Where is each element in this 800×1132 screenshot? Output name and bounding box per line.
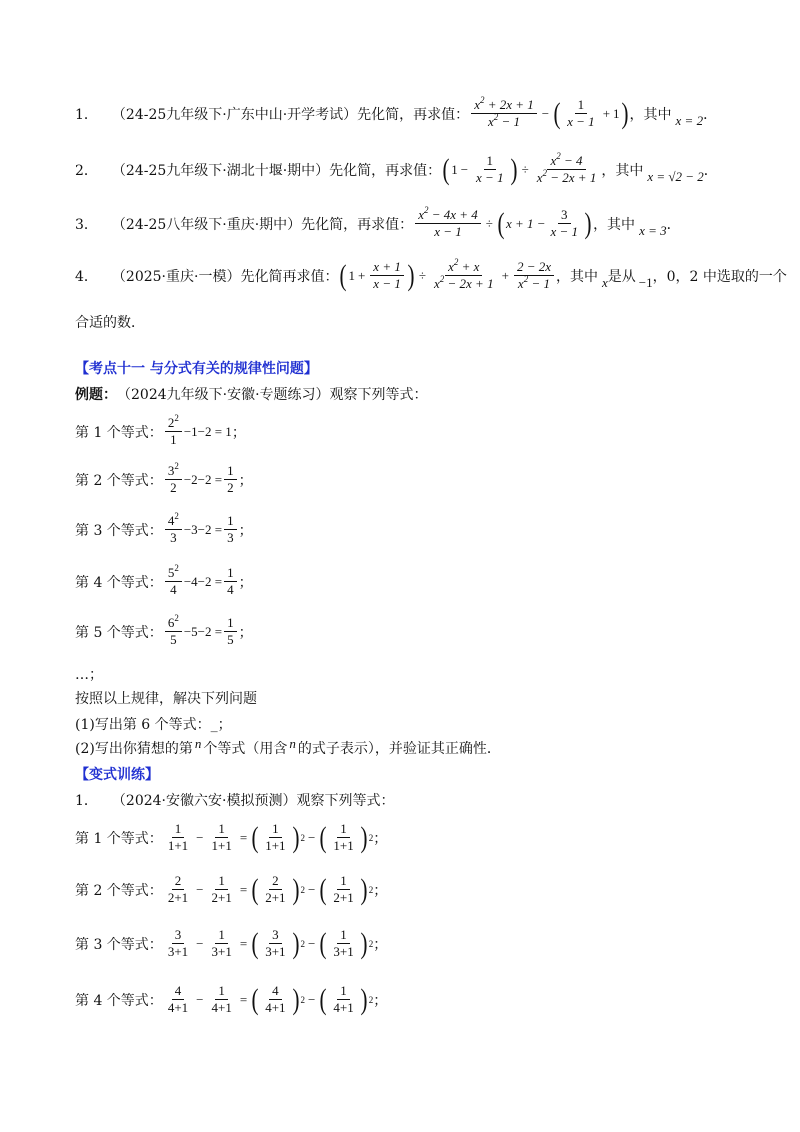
condition-label: ，其中 [601, 162, 644, 179]
equation-label: 第 2 个等式： [75, 882, 163, 899]
problem-number: 3． [75, 216, 98, 233]
equation-3: 第 3 个等式： $\frac{4^2}{3}$ −3−2 = $\frac{1}{3}$ ； [75, 511, 253, 545]
problem-4 [75, 257, 787, 292]
variant-heading: 【变式训练】 [75, 767, 159, 783]
equation-expression: $\frac{5^2}{4}$ −4−2 = $\frac{1}{4}$ [163, 566, 239, 597]
equation-expression: $\frac{2^2}{1}$ −1−2 = 1 [163, 416, 232, 447]
problem-number: 1． [75, 106, 98, 123]
problem-text: （2025·重庆·一模）先化简再求值： [111, 268, 339, 285]
equation-label: 第 3 个等式： [75, 936, 163, 953]
equation-1: 第 1 个等式： $\frac{2^2}{1}$ −1−2 = 1 ； [75, 413, 246, 447]
variant-problem-1 [75, 790, 394, 810]
condition: x = 2 [675, 112, 704, 128]
rule-text: 按照以上规律，解决下列问题 [75, 691, 257, 707]
question-2-text-c: 的式子表示），并验证其正确性． [297, 741, 501, 757]
expression: $\frac{x^2 + 2x + 1}{x^2 - 1}$ − ( $\frac{1}{x - 1}$ + 1 ) [469, 98, 629, 129]
end-mark: ． [666, 216, 681, 233]
question-2-text-a: (2)写出你猜想的第 [75, 741, 193, 757]
variant-equation-3: 第 3 个等式： $\frac{3}{3+1}$ − $\frac{1}{3+1}$ = ( $\frac{3}{3+1}$ ) 2 − ( $\frac{1}{3+1}$ ) 2 ； [75, 926, 388, 960]
question-1: (1)写出第 6 个等式：_； [75, 717, 232, 733]
section-heading: 【考点十一 与分式有关的规律性问题】 [75, 361, 318, 377]
problem-4-line2: 合适的数． [75, 315, 145, 331]
equation-5: 第 5 个等式： $\frac{6^2}{5}$ −5−2 = $\frac{1}{5}$ ； [75, 613, 253, 647]
question-2-text-b: 个等式（用含 [203, 741, 288, 757]
equation-expression: $\frac{1}{1+1}$ − $\frac{1}{1+1}$ = ( $\frac{1}{1+1}$ ) 2 − ( $\frac{1}{1+1}$ ) 2 [167, 820, 374, 854]
equation-label: 第 2 个等式： [75, 472, 163, 489]
question-2-var-2: n [289, 736, 296, 751]
equation-expression: $\frac{2}{2+1}$ − $\frac{1}{2+1}$ = ( $\frac{2}{2+1}$ ) 2 − ( $\frac{1}{2+1}$ ) 2 [167, 872, 374, 906]
equation-expression: $\frac{3^2}{2}$ −2−2 = $\frac{1}{2}$ [163, 464, 239, 495]
equation-expression: $\frac{4^2}{3}$ −3−2 = $\frac{1}{3}$ [163, 514, 239, 545]
condition-text: 是从 [607, 268, 636, 285]
equation-2: 第 2 个等式： $\frac{3^2}{2}$ −2−2 = $\frac{1}{2}$ ； [75, 461, 253, 495]
condition-label: ，其中 [593, 216, 636, 233]
problem-1 [75, 95, 718, 130]
problem-number: 1． [75, 793, 98, 809]
example-text: （2024九年级下·安徽·专题练习）观察下列等式： [117, 387, 428, 403]
condition: x = 3 [639, 222, 667, 238]
problem-number: 2． [75, 162, 98, 179]
problem-3 [75, 205, 681, 240]
expression: ( 1 − $\frac{1}{x - 1}$ ) ÷ $\frac{x^2 - 4}{x^2 - 2x + 1}$ [442, 151, 597, 186]
problem-number: 4． [75, 268, 98, 285]
equation-label: 第 3 个等式： [75, 522, 163, 539]
equation-expression: $\frac{3}{3+1}$ − $\frac{1}{3+1}$ = ( $\frac{3}{3+1}$ ) 2 − ( $\frac{1}{3+1}$ ) 2 [167, 926, 374, 960]
variant-equation-2: 第 2 个等式： $\frac{2}{2+1}$ − $\frac{1}{2+1}$ = ( $\frac{2}{2+1}$ ) 2 − ( $\frac{1}{2+1}$ ) 2 ； [75, 872, 388, 906]
condition-label: ，其中 [555, 268, 598, 285]
question-2 [75, 738, 501, 758]
problem-text: （24-25九年级下·湖北十堰·期中）先化简，再求值： [111, 162, 442, 179]
variant-equation-4: 第 4 个等式： $\frac{4}{4+1}$ − $\frac{1}{4+1}$ = ( $\frac{4}{4+1}$ ) 2 − ( $\frac{1}{4+1}$ ) 2 ； [75, 982, 388, 1016]
condition: x = √2 − 2 [647, 168, 704, 184]
equation-label: 第 1 个等式： [75, 830, 163, 847]
problem-2 [75, 151, 718, 186]
expression: $\frac{x^2 - 4x + 4}{x - 1}$ ÷ ( x + 1 − $\frac{3}{x - 1}$ ) [413, 208, 593, 239]
condition-value: −1 [638, 274, 653, 290]
equation-expression: $\frac{6^2}{5}$ −5−2 = $\frac{1}{5}$ [163, 616, 239, 647]
example-label: 例题： [75, 387, 117, 403]
condition-rest: ，0，2 中选取的一个 [652, 268, 787, 285]
question-2-var: n [194, 736, 202, 751]
equation-expression: $\frac{4}{4+1}$ − $\frac{1}{4+1}$ = ( $\frac{4}{4+1}$ ) 2 − ( $\frac{1}{4+1}$ ) 2 [167, 982, 374, 1016]
equation-label: 第 4 个等式： [75, 574, 163, 591]
problem-text: （24-25九年级下·广东中山·开学考试）先化简，再求值： [111, 106, 470, 123]
equation-label: 第 4 个等式： [75, 992, 163, 1009]
problem-text: （24-25八年级下·重庆·期中）先化简，再求值： [111, 216, 414, 233]
condition-label: ，其中 [629, 106, 672, 123]
equation-label: 第 5 个等式： [75, 624, 163, 641]
ellipsis: …； [75, 667, 103, 683]
equation-label: 第 1 个等式： [75, 424, 163, 441]
end-mark: ． [703, 106, 718, 123]
example-intro [75, 384, 428, 404]
problem-text: （2024·安徽六安·模拟预测）观察下列等式： [111, 793, 395, 809]
variant-equation-1: 第 1 个等式： $\frac{1}{1+1}$ − $\frac{1}{1+1}$ = ( $\frac{1}{1+1}$ ) 2 − ( $\frac{1}{1+1}$ ) 2 ； [75, 820, 388, 854]
end-mark: ． [703, 162, 718, 179]
expression: ( 1 + $\frac{x + 1}{x - 1}$ ) ÷ $\frac{x^2 + x}{x^2 - 2x + 1}$ + $\frac{2 - 2x}{x^2 - 1}$ [338, 260, 556, 291]
equation-4: 第 4 个等式： $\frac{5^2}{4}$ −4−2 = $\frac{1}{4}$ ； [75, 563, 253, 597]
condition-variable: x [601, 274, 608, 290]
